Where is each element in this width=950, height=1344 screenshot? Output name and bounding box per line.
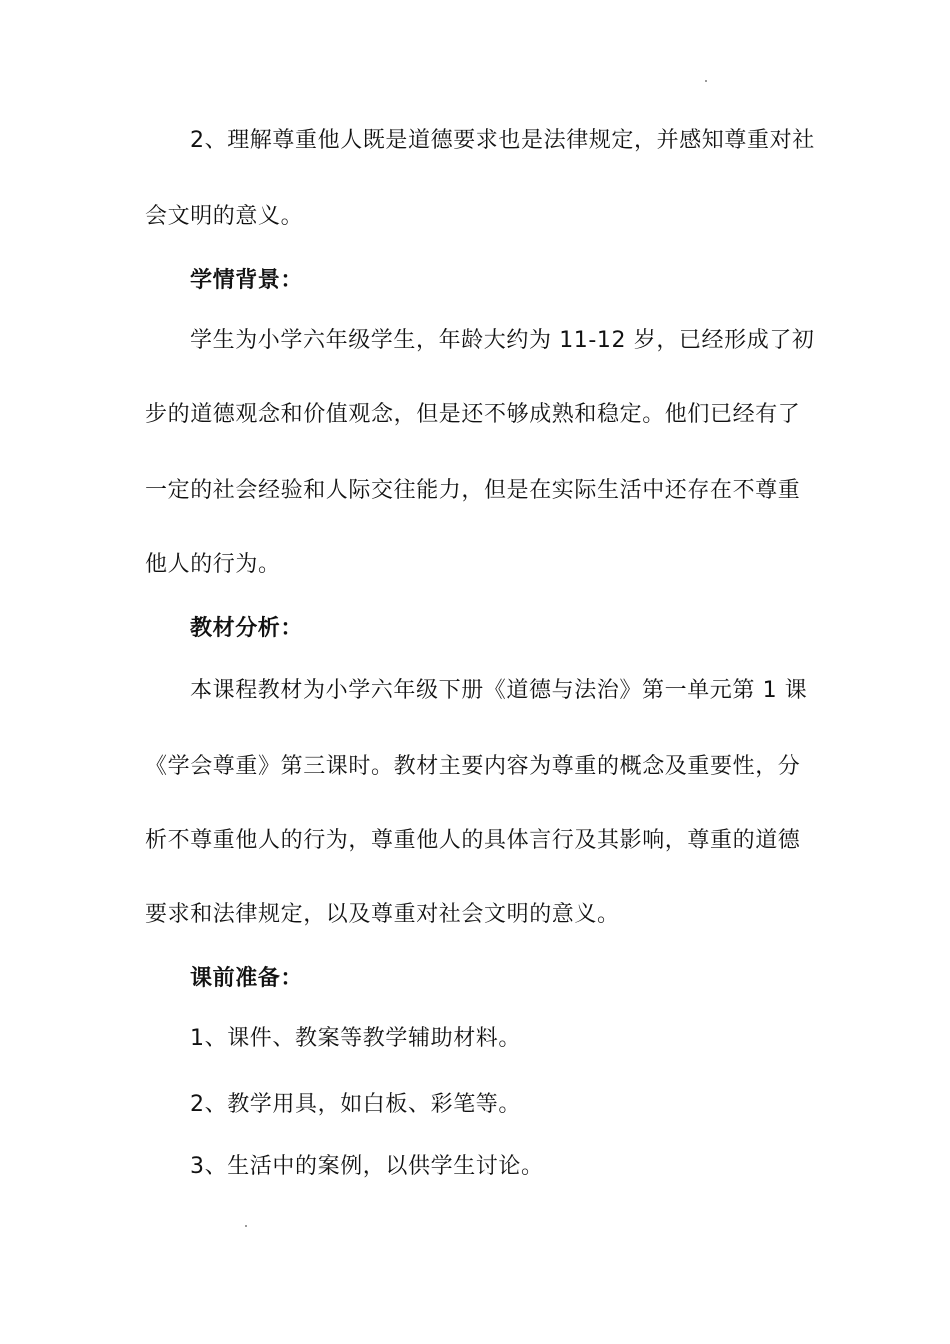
page-mark-bottom: [245, 1225, 247, 1227]
preparation-heading: 课前准备：: [190, 966, 304, 991]
preparation-item-2: 2、教学用具，如白板、彩笔等。: [190, 1092, 521, 1117]
objective-2-line-1: 2、理解尊重他人既是道德要求也是法律规定，并感知尊重对社: [190, 128, 815, 153]
background-line-4: 他人的行为。: [145, 552, 281, 577]
analysis-line-3: 析不尊重他人的行为，尊重他人的具体言行及其影响，尊重的道德: [145, 828, 801, 853]
preparation-item-1: 1、课件、教案等教学辅助材料。: [190, 1026, 521, 1051]
objective-2-line-2: 会文明的意义。: [145, 204, 304, 229]
background-line-3: 一定的社会经验和人际交往能力，但是在实际生活中还存在不尊重: [145, 478, 801, 503]
analysis-heading: 教材分析：: [190, 616, 304, 641]
background-line-2: 步的道德观念和价值观念，但是还不够成熟和稳定。他们已经有了: [145, 402, 801, 427]
background-heading: 学情背景：: [190, 268, 304, 293]
page-mark-top: [705, 80, 707, 82]
analysis-line-1: 本课程教材为小学六年级下册《道德与法治》第一单元第 1 课: [190, 678, 808, 703]
preparation-item-3: 3、生活中的案例，以供学生讨论。: [190, 1154, 544, 1179]
background-line-1: 学生为小学六年级学生，年龄大约为 11-12 岁，已经形成了初: [190, 328, 815, 353]
analysis-line-4: 要求和法律规定，以及尊重对社会文明的意义。: [145, 902, 620, 927]
analysis-line-2: 《学会尊重》第三课时。教材主要内容为尊重的概念及重要性，分: [145, 754, 801, 779]
